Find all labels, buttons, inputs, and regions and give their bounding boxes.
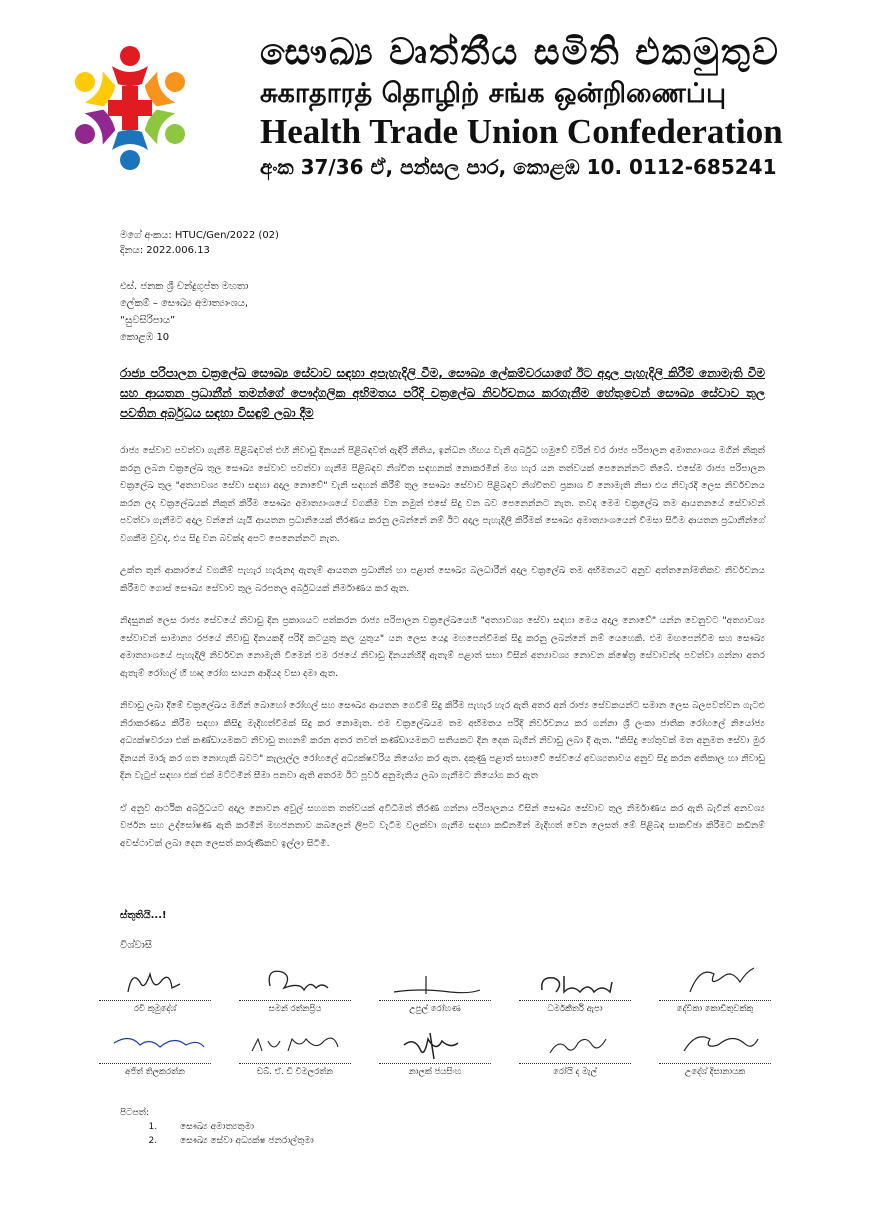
signatory-name: ඩබ්. ඒ. ඩී විමලරත්න <box>256 1067 334 1077</box>
union-logo-graphic <box>60 38 200 178</box>
signature-block <box>95 1025 215 1077</box>
handwritten-signature <box>240 1025 350 1063</box>
union-name-english: Health Trade Union Confederation <box>260 112 783 151</box>
signature-block <box>515 1025 635 1077</box>
handwritten-signature <box>240 962 350 1000</box>
signature-block <box>235 962 355 1014</box>
signature-block <box>515 962 635 1014</box>
copy-recipient: 2. සෞඛ්‍ය සේවා අධ්‍යක්ෂ ජනරාල්තුමා <box>160 1134 314 1148</box>
body-paragraph: ඒ අනුව ආර්ථික අර්බුධයට අදාල නොවන අවුල් සහගත තත්වයක් අවිධිමත් තීරණ ගන්නා පරිපාලනය විසින් සෞඛ්‍ය සේවාව තුල නිර්මාණය කර ඇති බැවින් අනවශ්‍ය වර්ජන සහ උද්ඝෝෂණ ඇති කරමින් මහජනතාව කබලෙන් ලිපට වැටීම වලක්වා ගැනීම සඳහා කඩිනමින් මැදිහත් වෙන ලෙසත් මේ පිළිබඳ සාකච්ඡා කිරීමට කඩිනම් අවස්ථාවක් ලබා දෙන ලෙසත් කාරුණිකව ඉල්ලා සිටිමි. <box>120 802 765 849</box>
logo-figure-red <box>112 46 148 86</box>
handwritten-signature <box>380 1025 490 1063</box>
signatory-name: දේවිකා කොඩිතුවක්කු <box>676 1004 754 1014</box>
union-logo <box>60 38 220 198</box>
handwritten-signature <box>100 1025 210 1063</box>
handwritten-signature <box>660 962 770 1000</box>
letter-subject: රාජ්‍ය පරිපාලන චක්‍රලේඛ සෞඛ්‍ය සේවාව සඳහා අපැහැදිලි වීම, සෞඛ්‍ය ලේකම්වරයාගේ ඊට අදාල පැහැදිලි කිරීම් නොමැති වීම සහ ආයතන ප්‍රධානීන් තමන්ගේ පෞද්ගලික අභිමතය පරිදි චක්‍රලේඛ නිර්වචනය කරගැනීම හේතුවෙන් සෞඛ්‍ය සේවාව තුල පවතින අර්බුධය සඳහා විසඳුම් ලබා දීම <box>120 366 765 420</box>
letter-meta <box>120 228 279 258</box>
letter-date: දිනය: 2022.006.13 <box>120 245 210 256</box>
handwritten-signature <box>520 962 630 1000</box>
union-address-phone: අංක 37/36 ඒ, පන්සල පාර, කොළඹ 10. 0112-685241 <box>260 155 777 179</box>
copies-section <box>120 1106 314 1148</box>
recipient-address <box>120 278 248 346</box>
recipient-city: කොළඹ 10 <box>120 332 170 343</box>
recipient-building: “සුවසිරිපාය” <box>120 315 176 326</box>
letter-body <box>120 442 765 867</box>
body-paragraph: නිවාඩු ලබා දීමේ චක්‍රලේඛය මගින් බොහෝ රෝහල් සහ සෞඛ්‍ය ආයතන ගෙවීම් සිදු කිරීම පැහැර හැර ඇති අතර අන් රාජ්‍ය සේවකයන්ට සමාන ලෙස බලපවත්වන ගැටළු නිරාකරණය කිරීම සඳහා කිසිදු මැදිහත්වීමක් සිදු කර නොමැත. එම චක්‍රලේඛයම තම අභිමතය පරිදි නිර්වචනය කර ගන්නා ශ්‍රී ලංකා ජාතික රෝහලේ නියෝජ්‍ය අධ්‍යක්ෂවරයා එක් කණ්ඩායමකට නිවාඩු තහනම් කරන අතර තවත් කණ්ඩායමකට සතියකට දින දෙක බැගින් නිවාඩු ලබා දී ඇත. "කිසිදු හේතුවක් මත අනුමත සේවා මුර දිනයන් මාරු කර ගත නොහැකි බවට" කැලෑල්ල රෝහලේ අධ්‍යක්ෂවරිය නියෝග කර ඇත. දකුණු පළාත් සභාවේ සේවයේ අවශ්‍යතාවය අනුව සිදු කරන අතිකාල හා නිවාඩු දින වැටුප් සඳහා එක් එක් මට්ටමින් සීමා පනවා ඇති අතරම ඊට පූර්ව අනුමැතිය ලබා ගැනීමට නියෝග කර ඇත <box>120 700 765 781</box>
signatory-name: නාලක් ජයසිංහ <box>408 1067 462 1077</box>
union-name-tamil: சுகாதாரத் தொழிற் சங்க ஒன்றிணைப்பு <box>260 78 727 109</box>
copy-recipient: 1. සෞඛ්‍ය අමාත්‍යතුමා <box>160 1120 314 1134</box>
handwritten-signature <box>660 1025 770 1063</box>
body-paragraph: රාජ්‍ය සේවාව පවත්වා ගැනීම පිළිබඳවත් එහි නිවාඩු දිනයන් පිළිබඳවත් ඇඳිරි නීතිය, ඉන්ධන හිඟය වැනි අර්බුධ හමුවේ වරින් වර රාජ්‍ය පරිපාලන අමාත්‍යාංශය මගින් නිකුත් කරනු ලබන චක්‍රලේඛ තුල සෞඛ්‍ය සේවාව පවත්වා ගැනීම පිළිබඳව නිශ්චිත සඳහනක් නොකරමින් මහ හැර යන තත්වයක් පෙනෙන්නට තිබේ. එසේම රාජ්‍ය පරිපාලන චක්‍රලේඛ තුල "අත්‍යාවශ්‍ය සේවා සඳහා අදාල නොවේ" වැනි සඳහන් කිරීම් තුල සෞඛ්‍ය සේවාව පිළිබඳව නිශ්චිතව ප්‍රකාශ වී නොමැති නිසා එය නිවැරදි ලෙස නිර්වචනය කරන ලද චක්‍රලේඛයක් නිකුත් කිරීම සෞඛ්‍ය අමාත්‍යාංශයේ වගකීම වන නමුත් එසේ සිදු වන බව පෙනෙන්නට නැත. තවද මෙම චක්‍රලේඛ තම ආයතනයේ සේවාවන් පවත්වා ගැනීමට අදාල වන්නේ යැයි ආයතන ප්‍රධානියෙක් තීරණය කරනු ලබන්නේ නම් ඊට අදාල පැහැදිලි කිරීමක් සෞඛ්‍ය අමාත්‍යාංශයෙන් විමසා සිටීම ආයතන ප්‍රධානීන්ගේ වගකීම වුවද, එය සිදු වන බවක්ද අපට පෙනෙන්නට නැත. <box>120 445 765 544</box>
signatory-name: උදේශ් දිසානායක <box>684 1067 746 1077</box>
signature-block <box>235 1025 355 1077</box>
signature-block <box>95 962 215 1014</box>
signature-block <box>375 962 495 1014</box>
signature-block <box>655 1025 775 1077</box>
handwritten-signature <box>100 962 210 1000</box>
signature-block <box>375 1025 495 1077</box>
recipient-name: එස්. ජනක ශ්‍රී චන්ද්‍රගුප්ත මහතා <box>120 281 249 292</box>
recipient-title: ලේකම් – සෞඛ්‍ය අමාත්‍යාංශය, <box>120 298 249 309</box>
signatory-name: සමන් රත්නප්‍රිය <box>268 1004 322 1014</box>
signature-block <box>655 962 775 1014</box>
signatory-name: රෝයි ද මැල් <box>553 1067 597 1077</box>
copies-list <box>120 1120 314 1148</box>
signature-row-1 <box>95 962 775 1014</box>
closing-thanks: ස්තුතියි...! <box>120 910 167 921</box>
signature-row-2 <box>95 1025 775 1077</box>
handwritten-signature <box>380 962 490 1000</box>
union-name-sinhala: සෞඛ්‍ය වෘත්තීය සමිති එකමුතුව <box>260 32 780 73</box>
signatory-name: රවි කුමුදේශ් <box>133 1004 177 1014</box>
signatory-name: උපුල් රෝහණ <box>409 1004 461 1014</box>
handwritten-signature <box>520 1025 630 1063</box>
signatory-name: අජිත් තිලකරත්න <box>125 1067 185 1077</box>
logo-figure-blue <box>112 130 148 170</box>
letterhead <box>60 30 820 190</box>
body-paragraph: උක්ත තුන් ආකාරයේ වගකීම් පැහැර හැරුනද ඇතැම් ආයතන ප්‍රධානීන් හා පළාත් සෞඛ්‍ය බලධාරීන් අදාල චක්‍රලේඛ තම අභිමතයට අනුව අත්තනෝමතිකව නිර්වචනය කිරීමට ගොස් සෞඛ්‍ය සේවාව තුල බරපතල අර්බුධයක් නිර්මාණය කර ඇත. <box>120 565 765 594</box>
closing-faithfully: විශ්වාසී <box>120 940 153 951</box>
signatory-name: ධර්මකීර්ති ඇපා <box>547 1004 603 1014</box>
copies-heading: පිටපත්: <box>120 1108 149 1118</box>
reference-number: මගේ අංකය: HTUC/Gen/2022 (02) <box>120 230 279 241</box>
body-paragraph: නිදසුනක් ලෙස රාජ්‍ය සේවයේ නිවාඩු දින ප්‍රකාශයට පත්කරන රාජ්‍ය පරිපාලන චක්‍රලේඛයෙහි "අත්‍යාවශ්‍ය සේවා සඳහා මෙය අදාල නොවේ" යන්න වෙනුවට "අත්‍යාවශ්‍ය සේවාවන් සාමාන්‍ය රජයේ නිවාඩු දිනයකදී පරිදි කටයුතු කල යුතුය" යන ලෙස යෙදූ මහපෙන්වීමක් සිදු කරනු ලබන්නේ නම් යෙහෙකි. එම මඟපෙන්වීම සහ සෞඛ්‍ය අමාත්‍යාංශයේ පැහැදිලි නිර්වචන නොමැති වීමෙන් එම රජයේ නිවාඩු දිනයන්හිදී ඇතැම් පළාත් සභා විසින් අත්‍යාවශ්‍ය නොවන ක්ෂේත්‍ර සේවාවන්ද පවත්වා ගන්නා අතර ඇතැම් රෝහල් හී හෘද රෝග සායන ආදියද වසා දමා ඇත. <box>120 615 765 679</box>
